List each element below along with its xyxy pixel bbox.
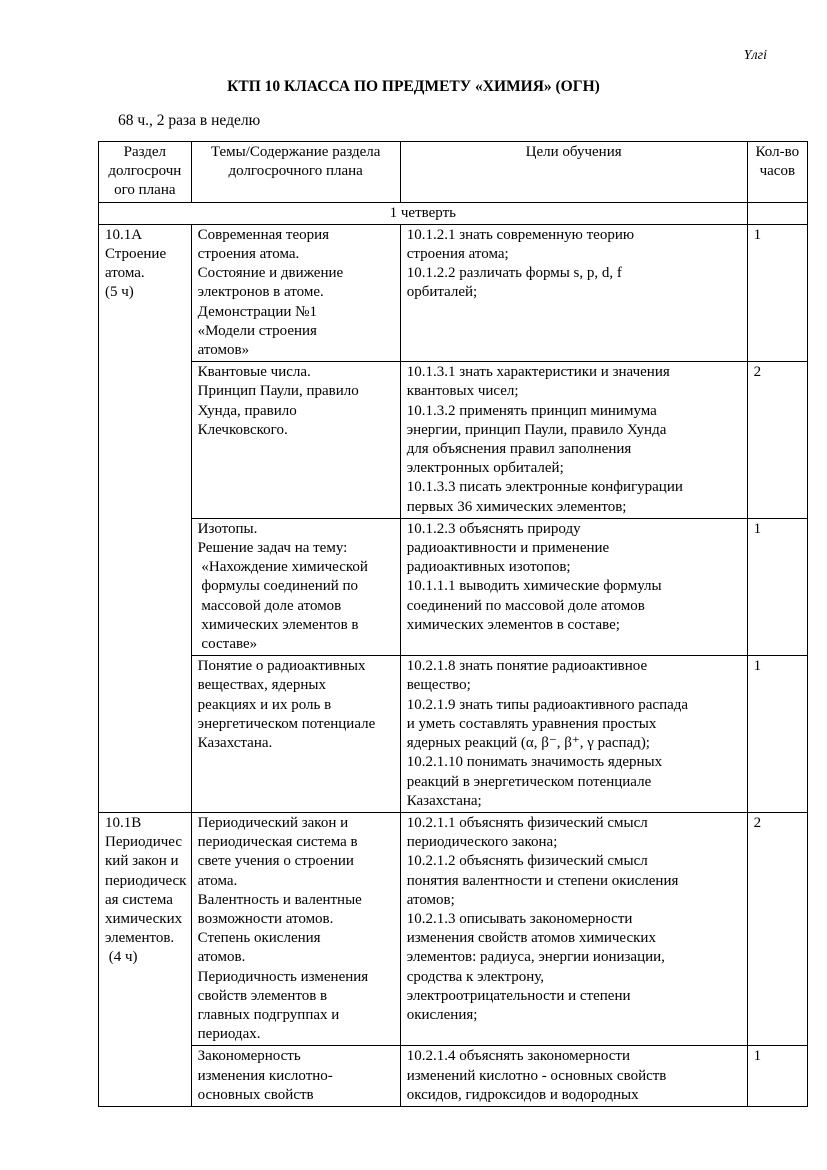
cell-line: основных свойств <box>197 1086 314 1103</box>
cell-line: 10.2.1.1 объяснять физический смысл <box>406 814 648 831</box>
cell-line: кий закон и <box>105 853 179 870</box>
cell-line: формулы соединений по <box>197 578 359 595</box>
section-cell <box>99 224 192 812</box>
cell-line: составе» <box>197 636 258 653</box>
cell-line: периодическая система в <box>197 834 358 851</box>
cell-line: веществах, ядерных <box>197 677 326 694</box>
cell-line: квантовых чисел; <box>406 383 519 400</box>
table-row <box>99 362 808 519</box>
cell-line: (5 ч) <box>105 284 134 301</box>
goals-cell <box>400 362 747 519</box>
cell-line: Периодический закон и <box>197 814 349 831</box>
cell-line: энергетическом потенциале <box>197 715 376 732</box>
cell-line: химических элементов в <box>197 616 359 633</box>
cell-line: соединений по массовой доле атомов <box>406 597 645 614</box>
cell-line: ядерных реакций (α, β⁻, β⁺, γ распад); <box>406 735 650 752</box>
cell-line: Валентность и валентные <box>197 891 362 908</box>
cell-line: атомов; <box>406 891 455 908</box>
cell-line: Степень окисления <box>197 930 321 947</box>
cell-line: возможности атомов. <box>197 910 334 927</box>
cell-line: 10.1.1.1 выводить химические формулы <box>406 578 662 595</box>
cell-line: 10.1.2.2 различать формы s, p, d, f <box>406 265 622 282</box>
cell-line: Строение <box>105 246 167 263</box>
cell-line: реакций в энергетическом потенциале <box>406 773 652 790</box>
cell-line: Закономерность <box>197 1048 301 1065</box>
cell-line: Решение задач на тему: <box>197 540 348 557</box>
cell-line: атома. <box>197 872 238 889</box>
cell-line: электронных орбиталей; <box>406 460 564 477</box>
cell-line: 10.2.1.9 знать типы радиоактивного распада <box>406 696 689 713</box>
quarter-empty-cell <box>747 202 807 224</box>
cell-line: 10.1.3.2 применять принцип минимума <box>406 402 657 419</box>
cell-line: периодическ <box>105 872 187 889</box>
cell-line: свете учения о строении <box>197 853 354 870</box>
topic-cell <box>191 1046 400 1107</box>
cell-line: Принцип Паули, правило <box>197 383 359 400</box>
cell-line: химических элементов в составе; <box>406 616 620 633</box>
cell-line: изменения кислотно- <box>197 1067 333 1084</box>
quarter-label: 1 четверть <box>99 202 748 224</box>
cell-line: 10.1.3.1 знать характеристики и значения <box>406 364 670 381</box>
cell-line: Казахстана. <box>197 735 273 752</box>
goals-cell <box>400 224 747 361</box>
table-header-row <box>99 142 808 203</box>
column-header-hours: Кол-во часов <box>747 142 807 203</box>
column-header-section: Раздел долгосрочн ого плана <box>99 142 192 203</box>
cell-line: элементов: радиуса, энергии ионизации, <box>406 949 665 966</box>
cell-line: атома. <box>105 265 145 282</box>
cell-line: 10.2.1.2 объяснять физический смысл <box>406 853 648 870</box>
cell-line: Современная теория <box>197 226 330 243</box>
cell-line: 10.1A <box>105 226 143 243</box>
cell-line: орбиталей; <box>406 284 478 301</box>
cell-line: главных подгруппах и <box>197 1006 340 1023</box>
goals-cell <box>400 518 747 655</box>
cell-line: элементов. <box>105 930 175 947</box>
cell-line: атомов. <box>197 949 246 966</box>
cell-line: 10.1.2.1 знать современную теорию <box>406 226 635 243</box>
cell-line: строения атома. <box>197 246 300 263</box>
cell-line: Периодичес <box>105 834 182 851</box>
page-title: КТП 10 КЛАССА ПО ПРЕДМЕТУ «ХИМИЯ» (ОГН) <box>227 78 600 95</box>
cell-line: Квантовые числа. <box>197 364 311 381</box>
hours-cell: 2 <box>747 362 807 519</box>
cell-line: Клечковского. <box>197 421 288 438</box>
cell-line: радиоактивности и применение <box>406 540 610 557</box>
cell-line: периодического закона; <box>406 834 558 851</box>
cell-line: Понятие о радиоактивных <box>197 658 366 675</box>
hours-cell: 1 <box>747 518 807 655</box>
cell-line: «Нахождение химической <box>197 559 368 576</box>
cell-line: Казахстана; <box>406 792 482 809</box>
cell-line: 10.1B <box>105 814 142 831</box>
cell-line: Изотопы. <box>197 520 258 537</box>
cell-line: атомов» <box>197 342 250 359</box>
topic-cell <box>191 656 400 813</box>
curriculum-table <box>98 141 808 1107</box>
cell-line: Демонстрации №1 <box>197 303 317 320</box>
hours-cell: 2 <box>747 812 807 1045</box>
cell-line: электроотрицательности и степени <box>406 987 631 1004</box>
cell-line: и уметь составлять уравнения простых <box>406 715 657 732</box>
cell-line: периодах. <box>197 1026 261 1043</box>
topic-cell <box>191 362 400 519</box>
cell-line: 10.2.1.8 знать понятие радиоактивное <box>406 658 648 675</box>
cell-line: 10.2.1.10 понимать значимость ядерных <box>406 754 663 771</box>
cell-line: 10.1.3.3 писать электронные конфигурации <box>406 479 683 496</box>
table-row <box>99 656 808 813</box>
table-row <box>99 518 808 655</box>
table-row <box>99 224 808 361</box>
section-cell <box>99 812 192 1106</box>
cell-line: Состояние и движение <box>197 265 344 282</box>
quarter-row <box>99 202 808 224</box>
goals-cell <box>400 1046 747 1107</box>
cell-line: первых 36 химических элементов; <box>406 498 627 515</box>
cell-line: окисления; <box>406 1006 478 1023</box>
cell-line: сродства к электрону, <box>406 968 545 985</box>
cell-line: изменения свойств атомов химических <box>406 930 656 947</box>
table-row <box>99 812 808 1045</box>
column-header-topics: Темы/Содержание раздела долгосрочного плана <box>191 142 400 203</box>
cell-line: изменений кислотно - основных свойств <box>406 1067 667 1084</box>
topic-cell <box>191 812 400 1045</box>
cell-line: энергии, принцип Паули, правило Хунда <box>406 421 667 438</box>
goals-cell <box>400 656 747 813</box>
goals-cell <box>400 812 747 1045</box>
cell-line: свойств элементов в <box>197 987 328 1004</box>
cell-line: электронов в атоме. <box>197 284 324 301</box>
topic-cell <box>191 518 400 655</box>
cell-line: массовой доле атомов <box>197 597 342 614</box>
cell-line: (4 ч) <box>105 949 138 966</box>
cell-line: Хунда, правило <box>197 402 297 419</box>
cell-line: для объяснения правил заполнения <box>406 441 632 458</box>
cell-line: реакциях и их роль в <box>197 696 332 713</box>
cell-line: 10.1.2.3 объяснять природу <box>406 520 581 537</box>
cell-line: радиоактивных изотопов; <box>406 559 571 576</box>
hours-per-week: 68 ч., 2 раза в неделю <box>118 112 261 129</box>
hours-cell: 1 <box>747 656 807 813</box>
cell-line: вещество; <box>406 677 471 694</box>
cell-line: химических <box>105 910 183 927</box>
cell-line: понятия валентности и степени окисления <box>406 872 679 889</box>
sample-note: Үлгі <box>743 48 767 63</box>
cell-line: «Модели строения <box>197 322 317 339</box>
cell-line: оксидов, гидроксидов и водородных <box>406 1086 639 1103</box>
column-header-goals: Цели обучения <box>400 142 747 203</box>
topic-cell <box>191 224 400 361</box>
hours-cell: 1 <box>747 224 807 361</box>
cell-line: строения атома; <box>406 246 509 263</box>
cell-line: 10.2.1.4 объяснять закономерности <box>406 1048 630 1065</box>
cell-line: 10.2.1.3 описывать закономерности <box>406 910 633 927</box>
table-row <box>99 1046 808 1107</box>
cell-line: Периодичность изменения <box>197 968 369 985</box>
hours-cell: 1 <box>747 1046 807 1107</box>
cell-line: ая система <box>105 891 173 908</box>
